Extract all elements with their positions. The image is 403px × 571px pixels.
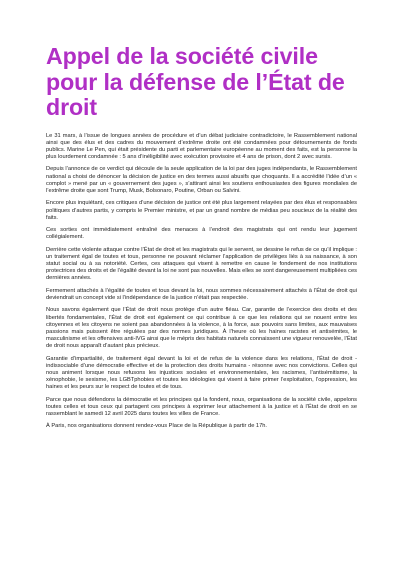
paragraph: Encore plus inquiétant, ces critiques d’une décision de justice ont été plus largement relayées par des élus et responsables politiques d’autres partis, y compris le Premier ministre, et par un grand nombre de médias peu soucieux de la réalité des faits. (46, 200, 357, 221)
paragraph: Le 31 mars, à l’issue de longues années de procédure et d’un débat judiciaire contradictoire, le Rassemblement national ainsi que des élus et des cadres du mouvement d’extrême droite ont été condamnées pour détournements de fonds publics. Marine Le Pen, qui était présidente du parti et parlementaire européenne au moment des faits, est la personne la plus lourdement condamnée : 5 ans d’inéligibilité avec exécution provisoire et 4 ans de prison, dont 2 avec sursis. (46, 132, 357, 160)
document-body (46, 133, 357, 431)
paragraph-closing: À Paris, nos organisations donnent rendez-vous Place de la République à partir de 17h. (46, 423, 268, 430)
title-line: pour la défense de l’État de (46, 68, 345, 95)
paragraph: Derrière cette violente attaque contre l’État de droit et les magistrats qui le servent, se dessine le refus de ce qu’il implique : un traitement égal de toutes et tous, personne ne pouvant réclamer l’application de privilèges liés à sa naissance, à son statut social ou à sa notoriété. Certes, ces attaques qui visent à remettre en cause le fondement de nos institutions protectrices des droits et de l’égalité devant la loi ne sont pas nouvelles. Mais elles se sont dangereusement multipliées ces dernières années. (46, 246, 357, 282)
paragraph: Nous savons également que l’État de droit nous protège d’un autre fléau. Car, garantie de l’exercice des droits et des libertés fondamentales, l’État de droit est également ce qui contribue à ce que les relations qui se nouent entre les citoyennes et les citoyens ne soient pas abandonnées à la violence, à la force, aux pouvoirs sans limites, aux mauvaises passions mais puissent être régulées par des normes juridiques. À l’heure où les haines racistes et antisémites, le masculinisme et les offensives anti-IVG ainsi que le mépris des habitats naturels connaissent une vigueur renouvelée, l’État de droit nous apparaît d’autant plus précieux. (46, 307, 357, 350)
paragraph: Depuis l’annonce de ce verdict qui découle de la seule application de la loi par des juges indépendants, le Rassemblement national a choisi de dénoncer la décision de justice en des termes aussi abusifs que choquants. Il a accrédité l’idée d’un « complot » mené par un « gouvernement des juges », s’attirant ainsi les soutiens enthousiastes des figures mondiales de l’extrême droite que sont Trump, Musk, Bolsonaro, Poutine, Orban ou Salvini. (46, 166, 357, 194)
paragraph: Fermement attachés à l’égalité de toutes et tous devant la loi, nous sommes nécessairement attachés à l’État de droit qui deviendrait un concept vide si l’indépendance de la justice n’était pas respectée. (46, 287, 357, 301)
title-line: droit (46, 94, 98, 120)
paragraph: Ces sorties ont immédiatement entraîné des menaces à l’endroit des magistrats qui ont rendu leur jugement collégialement. (46, 227, 357, 241)
title-line: Appel de la société civile (46, 43, 318, 69)
paragraph: Parce que nous défendons la démocratie et les principes qui la fondent, nous, organisations de la société civile, appelons toutes celles et tous ceux qui partagent ces principes à exprimer leur attachement à la justice et à l’État de droit en se rassemblant le samedi 12 avril 2025 dans toutes les villes de France. (46, 396, 357, 418)
page-title (46, 44, 357, 121)
paragraph: Garantie d’impartialité, de traitement égal devant la loi et de refus de la violence dans les relations, l’État de droit - indissociable d’une démocratie effective et de la protection des droits humains - résonne avec nos convictions. Celles qui nous animent lorsque nous refusons les injustices sociales et environnementales, les racismes, l’antisémitisme, la xénophobie, le sexisme, les LGBTphobies et toutes les idéologies qui visent à faire primer l’exploitation, l’oppression, les haines et les peurs sur le respect de toutes et de tous. (46, 355, 357, 391)
